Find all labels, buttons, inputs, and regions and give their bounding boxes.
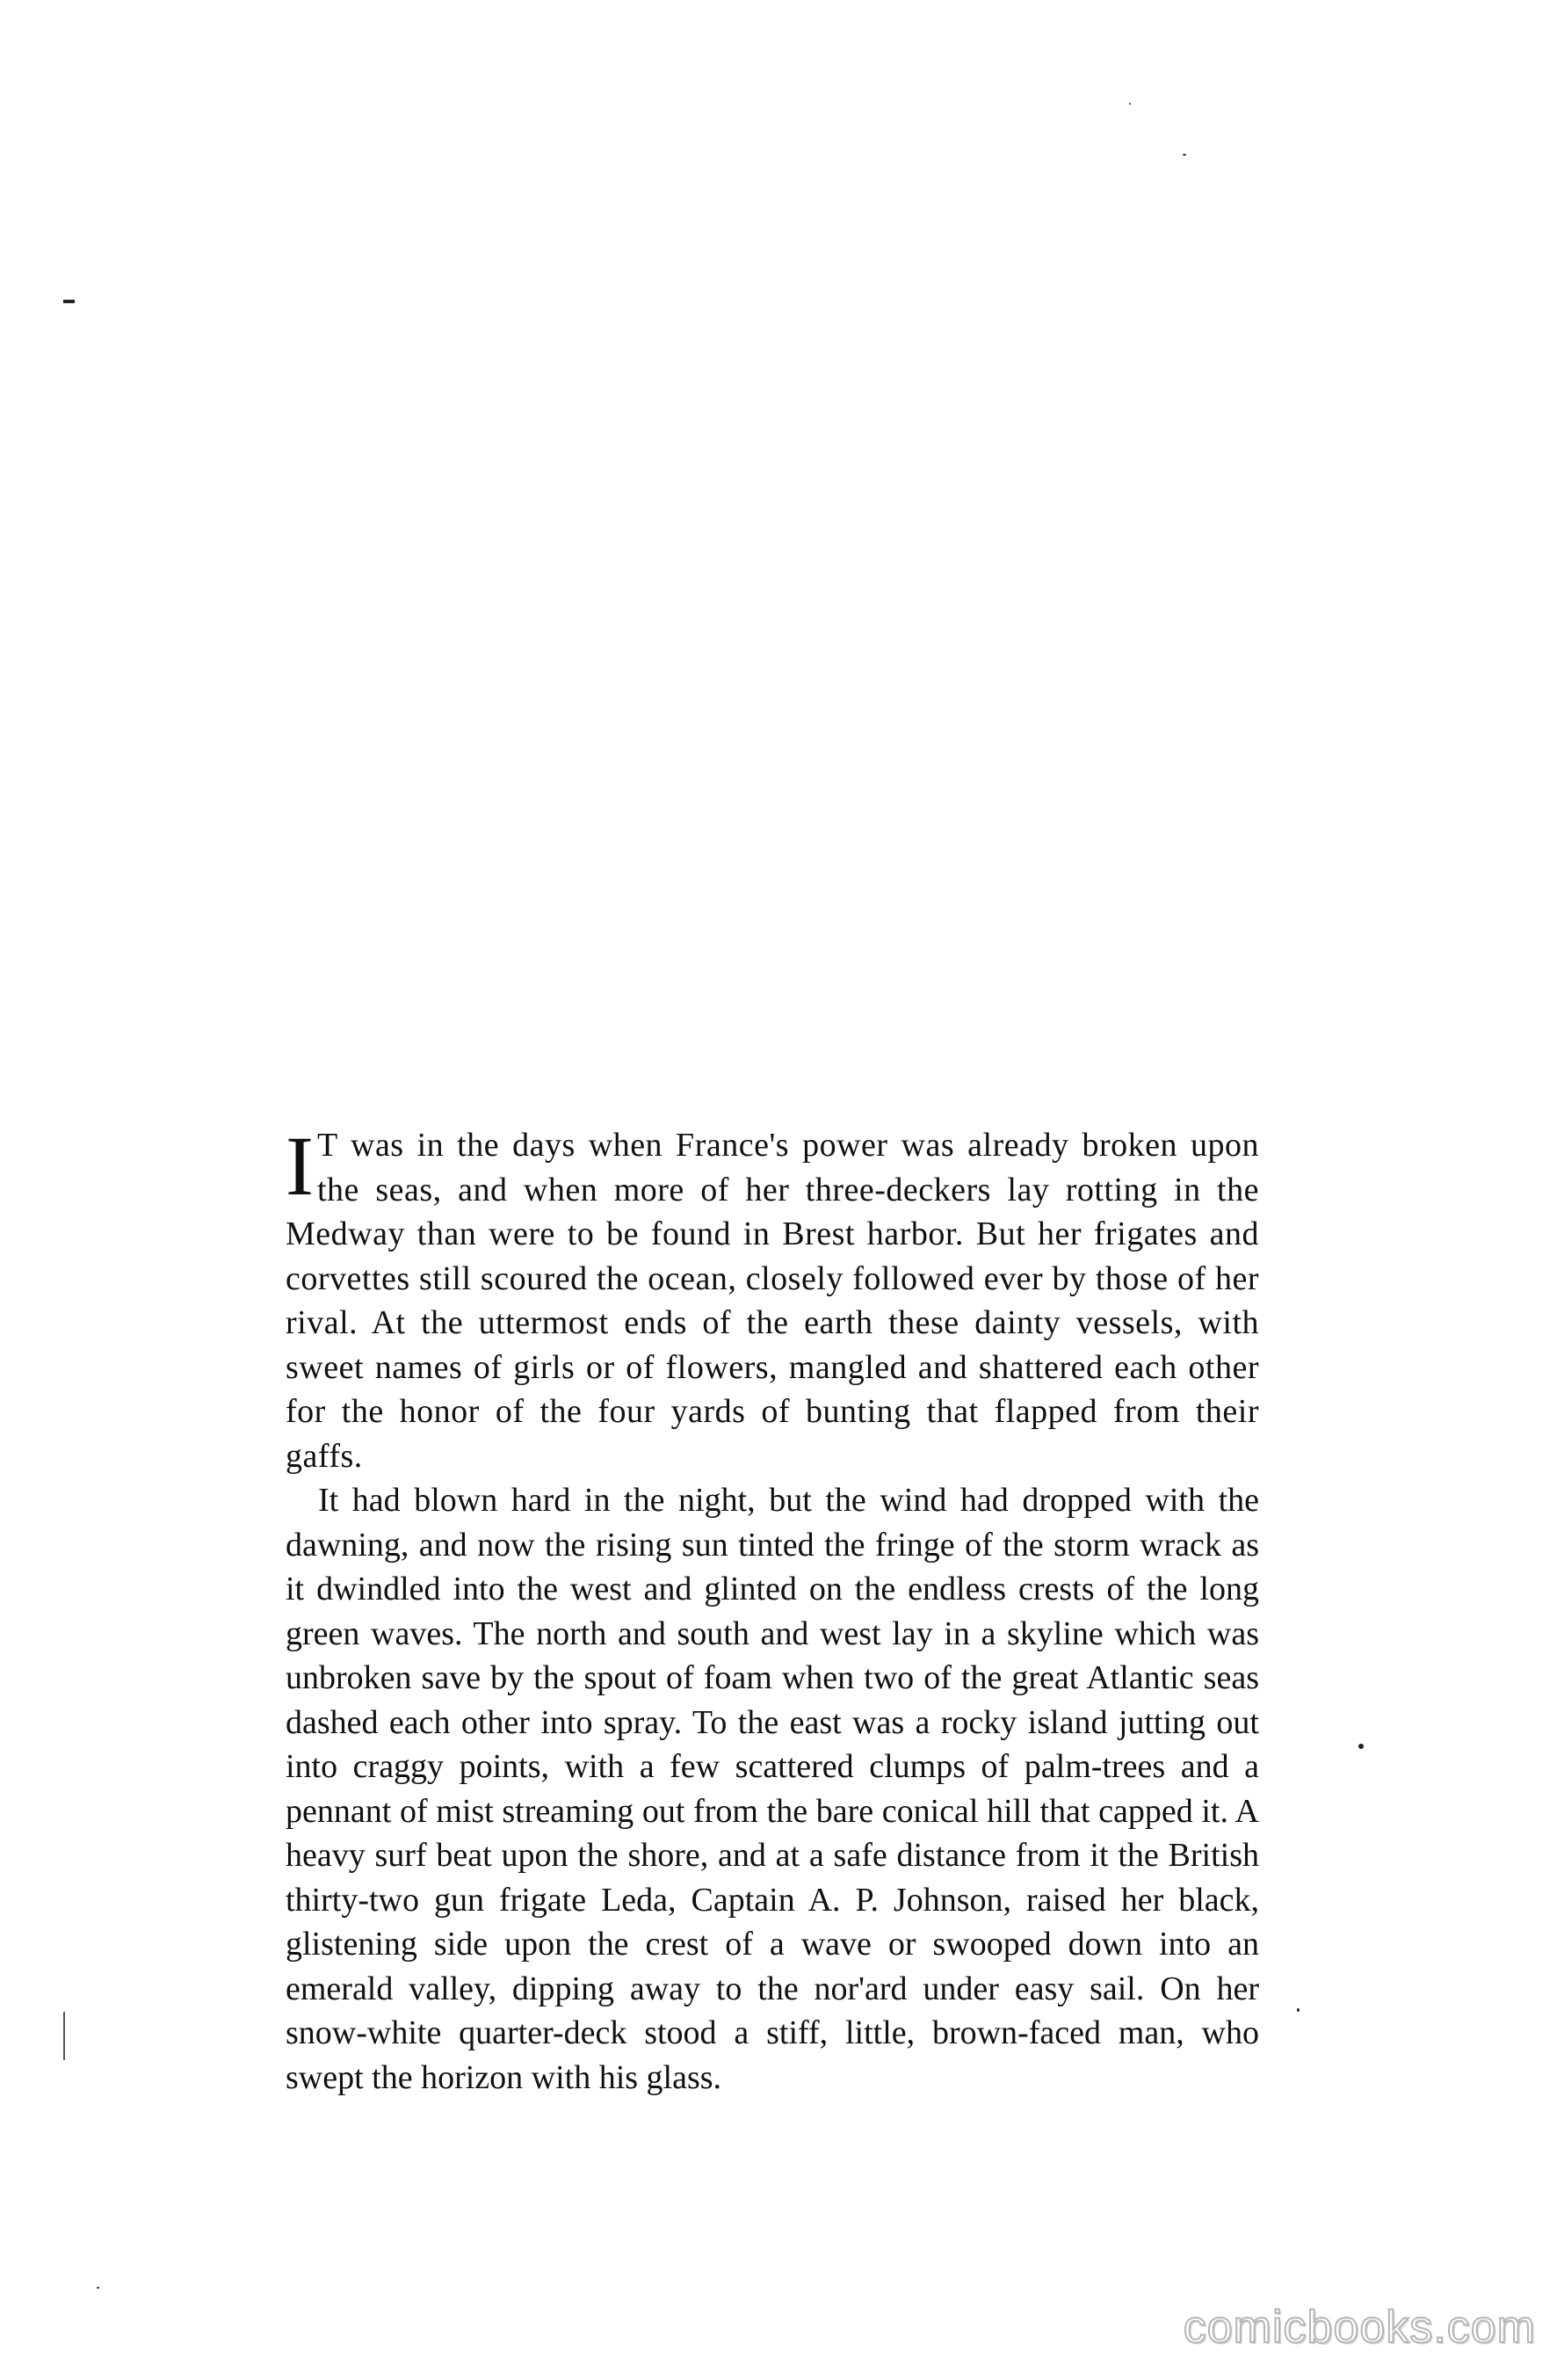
paper-speck (97, 2287, 99, 2289)
paper-speck (1358, 1744, 1364, 1749)
margin-dash-mark (63, 300, 75, 303)
body-text (286, 1119, 1259, 2100)
opening-paragraph-text: T was in the days when France's power was already broken upon the seas, and when more of her three-deckers lay rotting in the Medway than were to be found in Brest harbor. But her frigates and corvettes still scoured the ocean, closely followed ever by those of her rival. At the uttermost ends of the earth these dainty vessels, with sweet names of girls or of flowers, mangled and shattered each other for the honor of the four yards of bunting that flapped from their gaffs. (286, 1127, 1259, 1475)
second-paragraph: It had blown hard in the night, but the wind had dropped with the dawning, and now the rising sun tinted the fringe of the storm wrack as it dwindled into the west and glinted on the endless crests of the long green waves. The north and south and west lay in a skyline which was unbroken save by the spout of foam when two of the great Atlantic seas dashed each other into spray. To the east was a rocky island jutting out into craggy points, with a few scattered clumps of palm-trees and a pennant of mist streaming out from the bare conical hill that capped it. A heavy surf beat upon the shore, and at a safe distance from it the British thirty-two gun frigate Leda, Captain A. P. Johnson, raised her black, glistening side upon the crest of a wave or swooped down into an emerald valley, dipping away to the nor'ard under easy sail. On her snow-white quarter-deck stood a stiff, little, brown-faced man, who swept the horizon with his glass. (286, 1482, 1259, 2096)
opening-paragraph (286, 1119, 1259, 1478)
site-watermark: comicbooks.com (1183, 2302, 1536, 2353)
paper-speck (1297, 2008, 1300, 2012)
margin-rule-mark (63, 2012, 65, 2060)
paper-speck (1129, 103, 1131, 105)
drop-cap: I (286, 1119, 314, 1213)
paper-speck (1183, 154, 1186, 156)
